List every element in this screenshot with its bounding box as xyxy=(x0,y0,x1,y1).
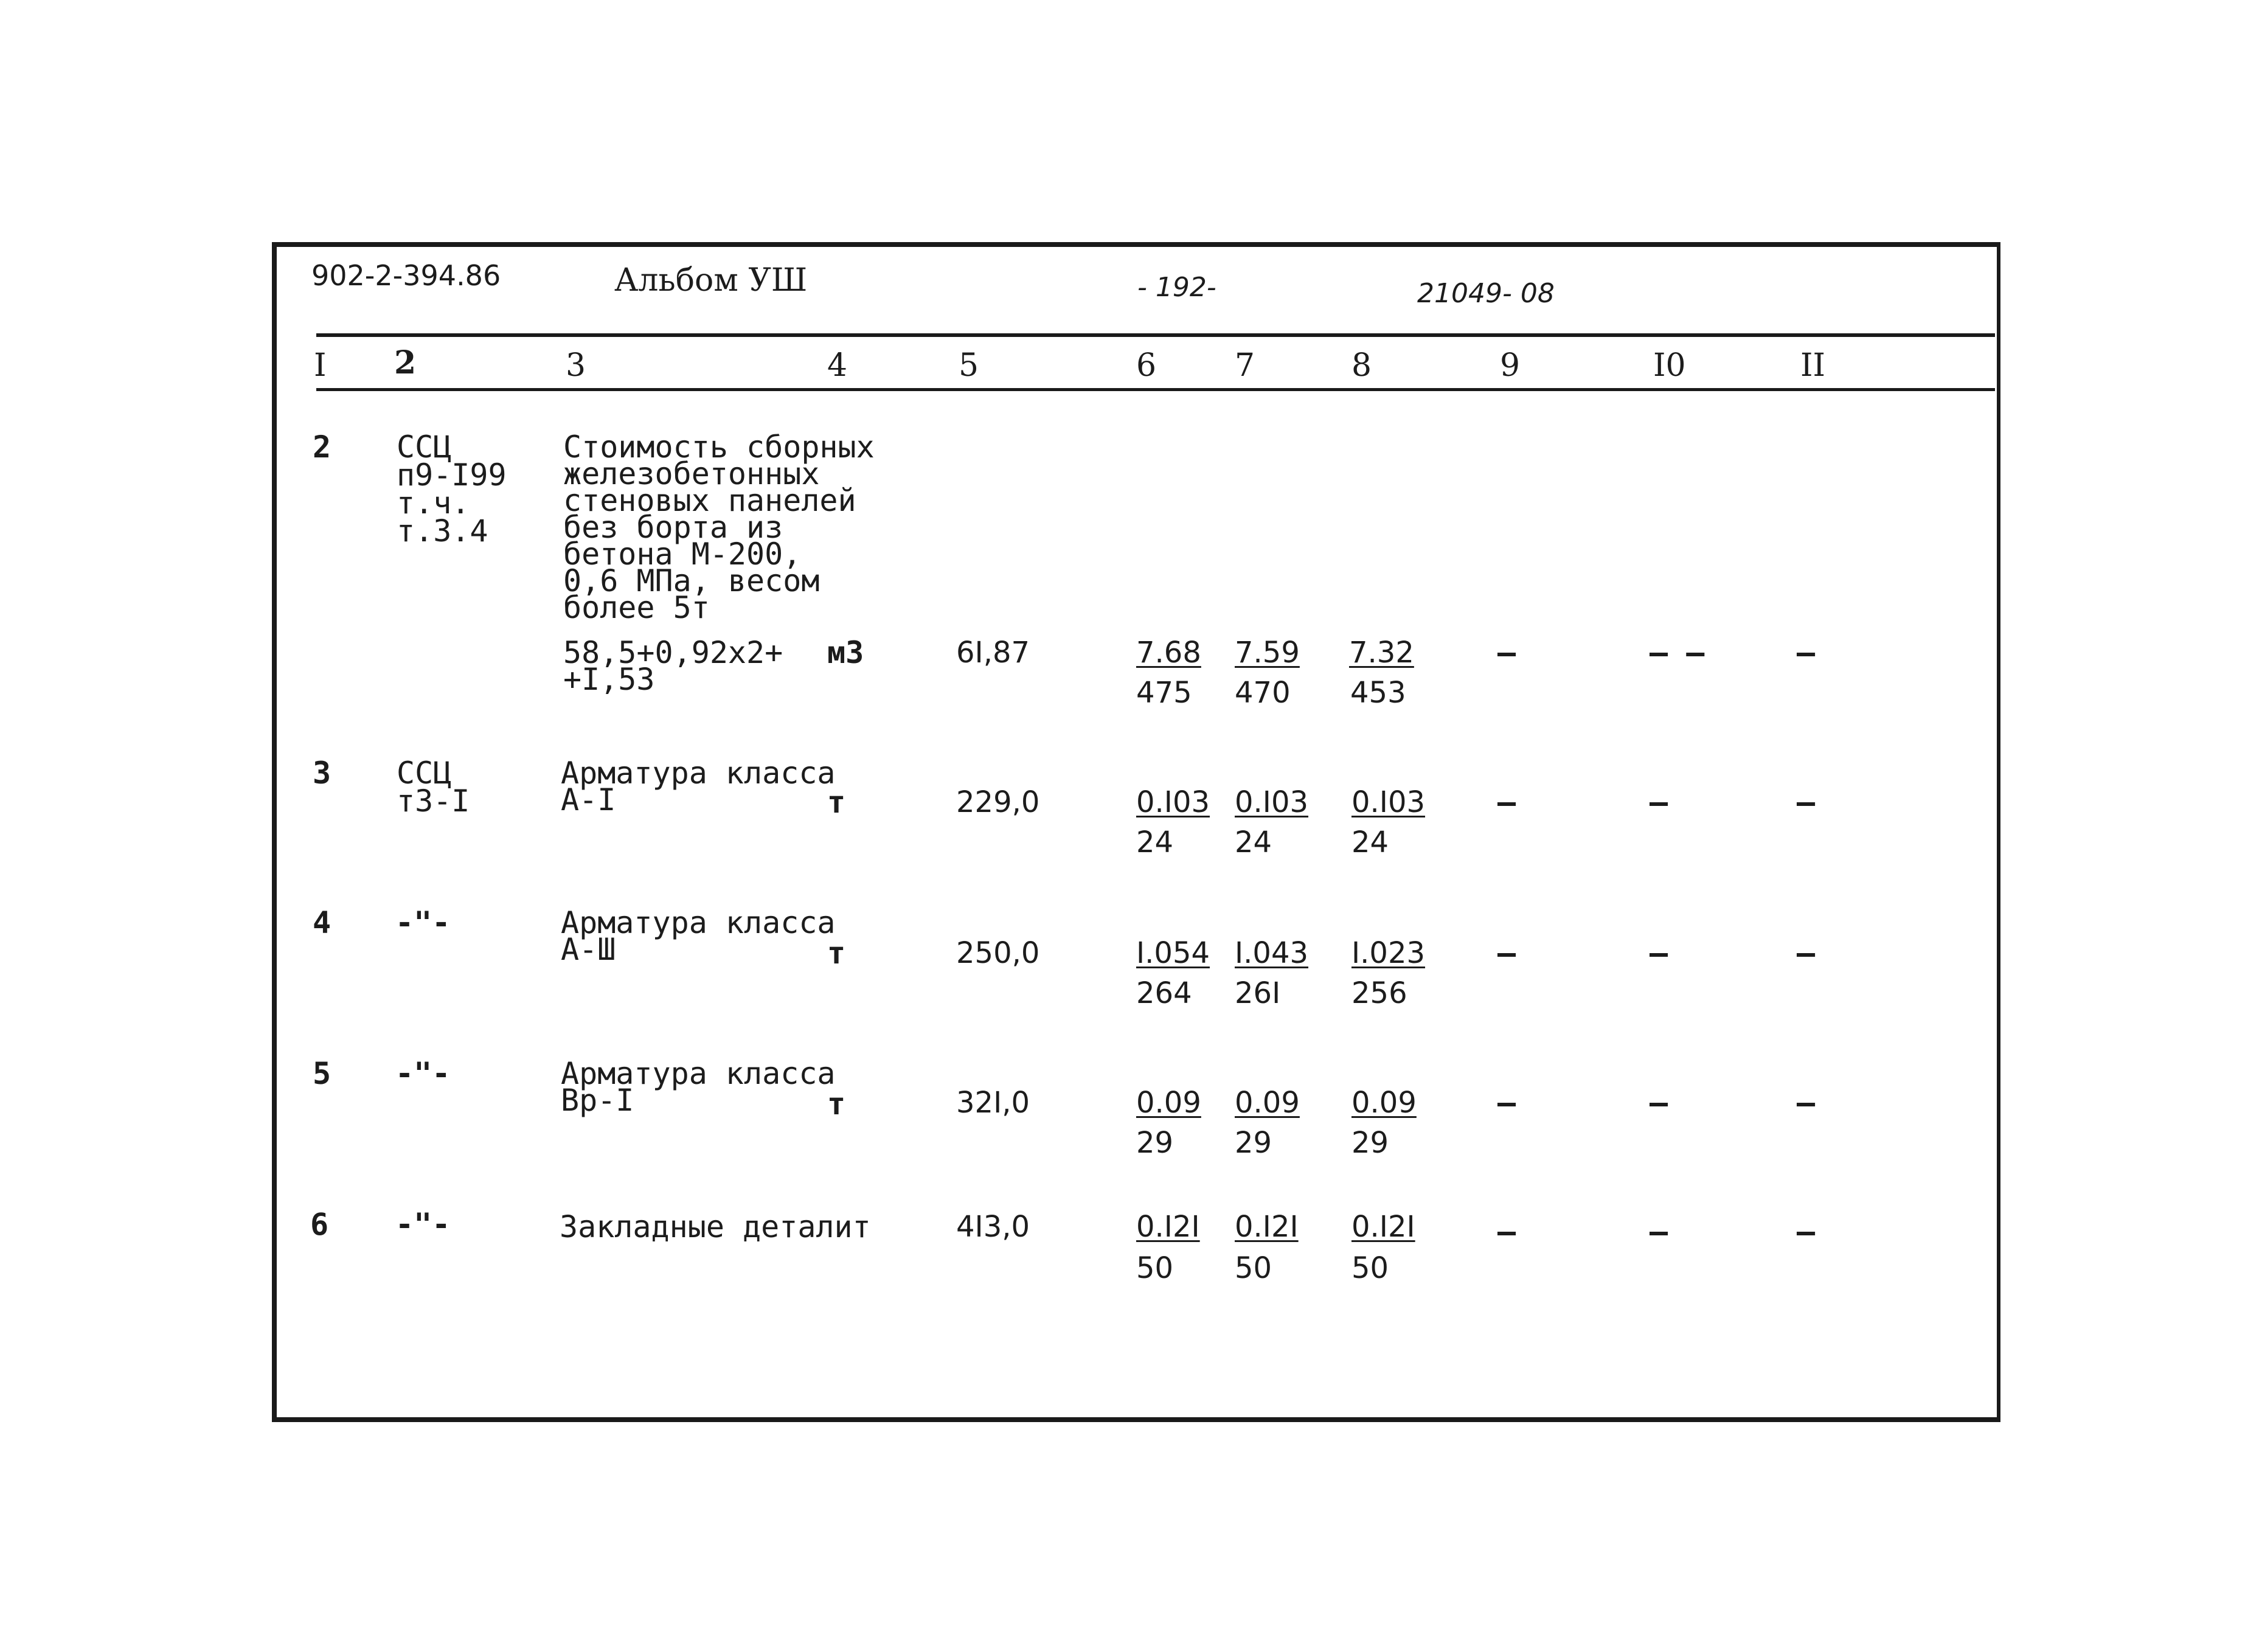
col7-bottom: 29 xyxy=(1235,1126,1272,1160)
column-header-7: 7 xyxy=(1235,347,1255,384)
col11-dash: – xyxy=(1797,635,1816,670)
col6-top: I.054 xyxy=(1136,936,1210,970)
col11-dash: – xyxy=(1797,1085,1816,1120)
col10-dash: – xyxy=(1650,1214,1668,1249)
col7-top: 0.09 xyxy=(1235,1086,1300,1120)
album-title: Альбом УШ xyxy=(614,262,808,299)
price-reference: ССЦ xyxy=(397,755,452,791)
col7-bottom: 26I xyxy=(1235,976,1281,1010)
column-header-6: 6 xyxy=(1136,347,1157,384)
col6-top: 0.09 xyxy=(1136,1086,1201,1120)
col11-dash: – xyxy=(1797,785,1816,820)
header-rule-top xyxy=(316,333,1995,337)
price-reference: -"- xyxy=(395,1056,451,1091)
col10-dash: – xyxy=(1650,935,1668,971)
col10-dash: – xyxy=(1650,785,1668,820)
unit-price: 250,0 xyxy=(956,936,1040,970)
column-header-2: 2 xyxy=(394,344,417,381)
item-description: Арматура класса xyxy=(561,1056,836,1091)
item-description: более 5т xyxy=(563,590,710,625)
item-description: железобетонных xyxy=(563,456,820,491)
price-reference: т.3.4 xyxy=(397,513,488,549)
column-header-4: 4 xyxy=(827,347,848,384)
doc-code: 902-2-394.86 xyxy=(311,259,501,292)
col6-top: 0.I03 xyxy=(1136,785,1210,819)
col8-top: 7.32 xyxy=(1349,636,1414,670)
col8-top: I.023 xyxy=(1351,936,1426,970)
unit-price: 4I3,0 xyxy=(956,1210,1030,1244)
unit-price: 6I,87 xyxy=(956,636,1030,670)
sheet-code: 21049- 08 xyxy=(1417,278,1555,309)
item-description: бетона М-200, xyxy=(563,536,802,572)
col8-bottom: 453 xyxy=(1350,676,1406,710)
col6-top: 0.I2I xyxy=(1136,1210,1200,1244)
item-description: А-I xyxy=(561,782,616,817)
col8-bottom: 256 xyxy=(1351,976,1407,1010)
unit-price: 32I,0 xyxy=(956,1086,1030,1120)
col6-bottom: 24 xyxy=(1136,825,1174,859)
row-number: 2 xyxy=(313,429,331,465)
col7-bottom: 470 xyxy=(1235,676,1291,710)
item-description: А-Ш xyxy=(561,932,616,967)
col7-bottom: 50 xyxy=(1235,1251,1272,1285)
column-header-9: 9 xyxy=(1500,347,1521,384)
unit: м3 xyxy=(827,635,864,670)
page-number: - 192- xyxy=(1137,272,1216,303)
column-header-10: I0 xyxy=(1653,347,1686,384)
col10-dash: – – xyxy=(1650,635,1705,670)
header-rule-bottom xyxy=(316,388,1995,391)
column-header-5: 5 xyxy=(959,347,979,384)
column-header-11: II xyxy=(1800,347,1826,384)
column-header-8: 8 xyxy=(1351,347,1372,384)
col9-dash: – xyxy=(1497,1085,1516,1120)
item-description: Вр-I xyxy=(561,1083,634,1118)
col9-dash: – xyxy=(1497,935,1516,971)
quantity-formula: 58,5+0,92х2+ xyxy=(563,635,783,670)
row-number: 4 xyxy=(313,905,331,940)
item-description: 0,6 МПа, весом xyxy=(563,563,820,599)
col8-top: 0.I03 xyxy=(1351,785,1426,819)
col7-top: 0.I2I xyxy=(1235,1210,1299,1244)
item-description: стеновых панелей xyxy=(563,483,856,518)
col11-dash: – xyxy=(1797,1214,1816,1249)
col11-dash: – xyxy=(1797,935,1816,971)
col8-bottom: 50 xyxy=(1351,1251,1389,1285)
col10-dash: – xyxy=(1650,1085,1668,1120)
price-reference: ССЦ xyxy=(397,429,452,465)
col6-bottom: 50 xyxy=(1136,1251,1174,1285)
col8-bottom: 24 xyxy=(1351,825,1389,859)
column-header-1: I xyxy=(314,347,327,384)
unit-price: 229,0 xyxy=(956,785,1040,819)
col8-top: 0.I2I xyxy=(1351,1210,1415,1244)
col9-dash: – xyxy=(1497,785,1516,820)
price-reference: -"- xyxy=(395,1207,451,1242)
price-reference: т.ч. xyxy=(397,485,470,521)
item-description: Стоимость сборных xyxy=(563,429,875,465)
unit: т xyxy=(827,1086,846,1122)
price-reference: т3-I xyxy=(397,783,470,819)
col9-dash: – xyxy=(1497,635,1516,670)
price-reference: -"- xyxy=(395,905,451,940)
col6-top: 7.68 xyxy=(1136,636,1201,670)
row-number: 6 xyxy=(310,1207,329,1242)
row-number: 5 xyxy=(313,1056,331,1091)
row-number: 3 xyxy=(313,755,331,791)
col8-top: 0.09 xyxy=(1351,1086,1417,1120)
unit: т xyxy=(827,935,846,971)
col7-top: I.043 xyxy=(1235,936,1309,970)
unit: т xyxy=(827,785,846,820)
col7-top: 7.59 xyxy=(1235,636,1300,670)
col6-bottom: 29 xyxy=(1136,1126,1174,1160)
column-header-3: 3 xyxy=(566,347,586,384)
price-reference: п9-I99 xyxy=(397,457,507,493)
col9-dash: – xyxy=(1497,1214,1516,1249)
col6-bottom: 264 xyxy=(1136,976,1192,1010)
col7-bottom: 24 xyxy=(1235,825,1272,859)
col7-top: 0.I03 xyxy=(1235,785,1309,819)
col8-bottom: 29 xyxy=(1351,1126,1389,1160)
col6-bottom: 475 xyxy=(1136,676,1192,710)
item-description: Арматура класса xyxy=(561,755,836,791)
item-description: Арматура класса xyxy=(561,905,836,940)
item-description: без борта из xyxy=(563,510,783,545)
quantity-formula: +I,53 xyxy=(563,662,655,697)
item-description: Закладные деталит xyxy=(560,1209,871,1244)
